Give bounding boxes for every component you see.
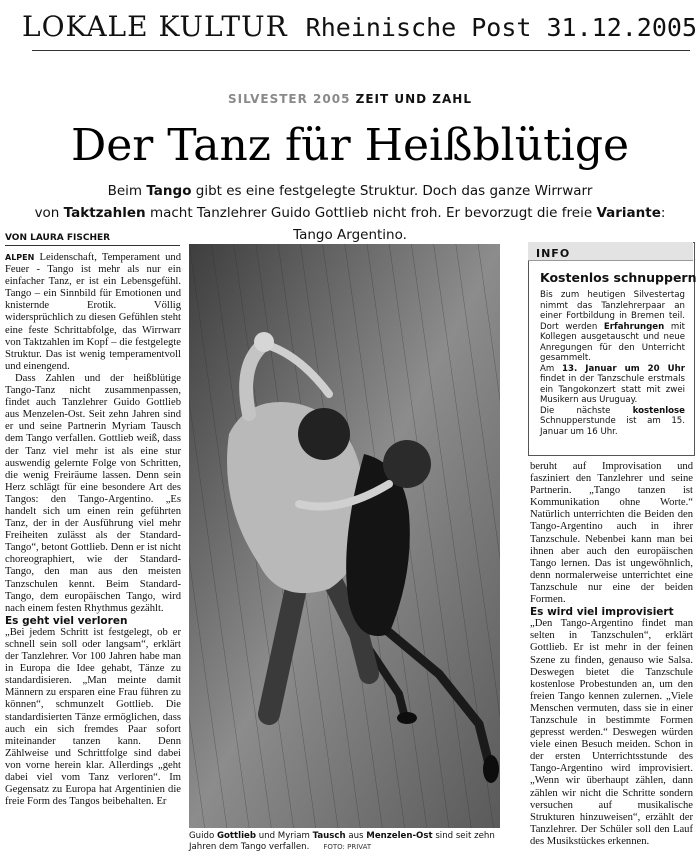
info-highlight: kostenlose bbox=[632, 405, 685, 416]
lead-text: Beim bbox=[107, 183, 147, 199]
info-text: Bis zum heutigen Silvestertag nimmt das Tanzlehrerpaar an einer Fortbildung in Bremen teil. Dort werden bbox=[540, 290, 685, 332]
lead-text: macht Tanzlehrer Guido Gottlieb nicht froh. Er bevorzugt die freie bbox=[145, 205, 597, 221]
section-rubric bbox=[22, 10, 697, 43]
paragraph-text: Leidenschaft, Temperament und Feuer - Tango ist mehr als nur ein einfacher Tanz, er ist ein Lebensgefühl. Tango – ein Sinnbild für Emotionen und knisternde Erotik. Völlig widersprüchlich zu diesen Gefühlen steht eine feste Schrittabfolge, das Wirrwarr von Taktzahlen im Kopf – die festgelegte Struktur. Das ist wenig temperamentvoll und einengend. bbox=[5, 252, 181, 372]
lead-paragraph bbox=[20, 180, 680, 246]
lead-line-2 bbox=[20, 202, 680, 246]
info-title: Kostenlos schnuppern bbox=[540, 270, 697, 285]
lead-line-1 bbox=[20, 180, 680, 202]
byline: VON LAURA FISCHER bbox=[5, 233, 111, 243]
info-text: Am bbox=[540, 363, 563, 374]
paragraph bbox=[5, 252, 181, 373]
lead-highlight: Variante bbox=[596, 205, 661, 221]
paragraph: Dass Zahlen und der heißblütige Tango-Tanz nicht zusammenpassen, findet auch Tanzlehrer Guido Gottlieb aus Menzelen-Ost. Seit zehn Jahren sind er und seine Partnerin Myriam Tausch dem Tango verfallen. Gottlieb weiß, dass der Tanz viel mehr ist als eine stur auswendig gelernte Folge von Schritten, die wenig Freiräume lassen. Denn sein Herz schlägt für eine besondere Art des Tangos: den Tango-Argentino. „Es handelt sich um einen rein geführten Tanz, der in der Ausführung viel mehr Freiheiten zulässt als der Standard-Tango“, betont Gottlieb. Denn er ist nicht choreographiert, wie der Standard-Tango, den man aus den meisten Tanzschulen kennt. Beim Standard-Tango, dem europäischen Tango, wird nach einem festen Rhythmus gezählt. bbox=[5, 372, 181, 614]
photo-illustration bbox=[189, 244, 500, 828]
subheading: Es wird viel improvisiert bbox=[530, 606, 674, 619]
caption-name: Gottlieb bbox=[216, 831, 256, 841]
lead-highlight: Tango bbox=[146, 183, 192, 199]
paragraph: beruht auf Improvisation und fasziniert den Tanzlehrer und seine Partnerin. „Tango tanzen ist Kommunikation ohne Worte.“ Natürlich unterrichten die Beiden den Tango-Argentino auch in ihrer Tanzschule. Nebenbei kann man bei ihnen aber auch den europäischen Tango lernen. Das ist ungewöhnlich, denn normalerweise unterrichtet eine Tanzschule nur eine der beiden Formen. bbox=[530, 461, 693, 606]
kicker-topic: ZEIT UND ZAHL bbox=[355, 92, 472, 106]
lead-text: : Tango Argentino. bbox=[293, 205, 666, 243]
byline-rule bbox=[5, 245, 180, 246]
article-column-1 bbox=[5, 252, 181, 808]
info-tag-label: INFO bbox=[536, 247, 571, 260]
caption-place: Menzelen-Ost bbox=[366, 831, 433, 841]
caption-text: sind seit zehn Jahren dem Tango verfallen. bbox=[189, 831, 495, 852]
kicker bbox=[0, 92, 700, 106]
caption-text: Guido bbox=[189, 831, 217, 841]
caption-text: aus bbox=[345, 831, 367, 841]
info-highlight: Erfahrungen bbox=[603, 321, 665, 332]
headline: Der Tanz für Heißblütige bbox=[70, 120, 630, 171]
kicker-series: SILVESTER 2005 bbox=[228, 92, 351, 106]
info-paragraph bbox=[540, 290, 685, 364]
section-name: LOKALE KULTUR bbox=[22, 10, 288, 43]
info-paragraph bbox=[540, 406, 685, 438]
photo-caption bbox=[189, 831, 500, 853]
header-rule bbox=[32, 50, 690, 51]
paragraph: „Bei jedem Schritt ist festgelegt, ob er schnell sein soll oder langsam“, erklärt der Tanzlehrer. Vor 100 Jahren habe man in Europa die Idee gehabt, Tänze zu standardisieren. „Man meinte damit Männern zu ersparen eine Frau führen zu können“, schmunzelt Gottlieb. Die standardisierten Tänze ermöglichen, dass auch ein sich fremdes Paar sofort miteinander tanzen kann. Denn Zählweise und Schrittfolge sind dabei von vorne herein klar. Allerdings „geht dabei viel vom Tanz verloren“. Im Gegensatz zu Europa hat Argentinien die freie Form des Tangos beibehalten. Er bbox=[5, 626, 181, 808]
dateline: ALPEN bbox=[5, 253, 35, 262]
newspaper-source: Rheinische Post 31.12.2005 bbox=[305, 13, 698, 42]
info-text: mit Kollegen ausgetauscht und neue Anregungen für den Unterricht gesammelt. bbox=[540, 321, 685, 363]
photo-credit: FOTO: PRIVAT bbox=[323, 843, 372, 851]
caption-name: Tausch bbox=[312, 831, 346, 841]
lead-text: von bbox=[34, 205, 64, 221]
article-column-3 bbox=[530, 461, 693, 848]
subheading: Es geht viel verloren bbox=[5, 614, 128, 627]
tango-photo bbox=[189, 244, 500, 828]
lead-highlight: Taktzahlen bbox=[63, 205, 146, 221]
info-text: Schnupperstunde ist am 15. Januar um 16 Uhr. bbox=[540, 416, 685, 437]
info-highlight: 13. Januar um 20 Uhr bbox=[562, 363, 686, 374]
lead-text: gibt es eine festgelegte Struktur. Doch das ganze Wirrwarr bbox=[191, 183, 593, 199]
paragraph: „Den Tango-Argentino findet man selten in Tanzschulen“, erklärt Gottlieb. Er ist mehr in der feinen Szene zu finden, genauso wie Salsa. Deswegen bietet die Tanzschule kostenlose Probestunden an, um den freien Tango kennen zulernen. „Viele Menschen vermuten, dass sie in einer Tanzschule in bestimmte Formen gepresst werden.“ Deswegen würden viele einen Besuch meiden. Schon in der ersten Unterrichtsstunde des Tango-Argentino wird improvisiert. „Wenn wir überhaupt zählen, dann zählen wir nicht die Schritte sondern versuchen auf musikalische Strukturen hinzuweisen“, erzählt der Tanzlehrer. Der Schüler soll den Lauf des Musikstückes erkennen. bbox=[530, 618, 693, 847]
info-paragraph bbox=[540, 364, 685, 406]
caption-text: und Myriam bbox=[256, 831, 313, 841]
info-text: findet in der Tanzschule erstmals ein Tangokonzert statt mit zwei Musikern aus Uruguay. bbox=[540, 374, 685, 405]
info-text: Die nächste bbox=[540, 405, 633, 416]
info-tag bbox=[528, 242, 693, 261]
info-body bbox=[540, 290, 685, 437]
